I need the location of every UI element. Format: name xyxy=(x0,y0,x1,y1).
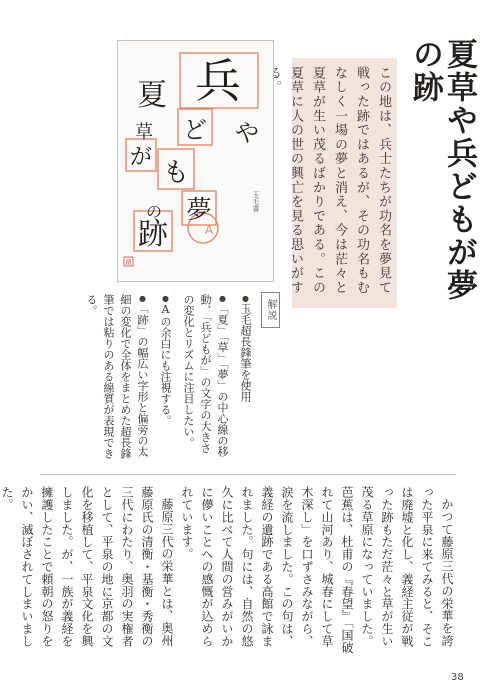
commentary-item: ● 「夏」「草」「夢」の中心線の移動、「兵どもが」の文字の大きさの変化とリズムに注目したい。 xyxy=(180,294,231,462)
commentary-list xyxy=(83,294,254,462)
calligraphy-artwork xyxy=(117,40,274,282)
page-number: 38 xyxy=(451,672,464,683)
glyph-ya: や xyxy=(235,119,259,147)
commentary-notes xyxy=(85,294,254,462)
commentary-label: 解説 xyxy=(261,292,280,328)
artist-signature: 玉毛書 xyxy=(252,191,260,212)
commentary-item: ● Aの余白にも注視する。 xyxy=(157,294,174,462)
haiku-title: 夏草や兵どもが夢の跡 xyxy=(407,38,477,302)
body-paragraph: 藤原三代の栄華とは、奥州藤原氏の清衡・基衡・秀衡の三代にわたり、奥羽の実権者として、平泉の地に京都の文化を移植して、平泉文化を興しました。が、一族が義経を擁護したことで頼朝の怒りをかい、滅ぼされてしまいました。 xyxy=(0,486,174,648)
glyph-no: の xyxy=(145,202,163,221)
glyph-mo: も xyxy=(162,158,190,188)
glyph-kusa: 草 xyxy=(135,122,153,143)
body-text xyxy=(0,486,457,656)
glyph-yume: 夢 xyxy=(186,195,212,224)
section-divider xyxy=(40,474,456,475)
glyph-hei: 兵 xyxy=(195,54,241,108)
artist-seal-text: 蹟 xyxy=(125,259,132,267)
commentary-item: ● 「跡」の幅広い字形と偏旁の太細の変化で全体をまとめた超長鋒筆では粘りのある線質が表現できる。 xyxy=(83,294,151,462)
body-paragraph: かつて藤原三代の栄華を誇った平泉に来てみると、そこは廃墟と化し、義経主従が戦った跡もただ茫々と草が生い茂る草原になっていました。芭蕉は、杜甫の『春望』「国破れて山河あり、城春にして草木深し」を口ずさみながら、涙を流しました。この句は、義経の遺跡である高館で詠まれました。句には、自然の悠久に比べて人間の営みがいかに儚いことへの感慨が込められています。 xyxy=(180,486,454,654)
glyph-ato: 跡 xyxy=(138,217,168,252)
marker-a: A xyxy=(204,223,214,237)
calligraphy-svg xyxy=(118,41,273,281)
glyph-do: ど xyxy=(183,116,207,144)
glyph-ga: が xyxy=(129,145,153,170)
commentary-item: ● 玉毛超長鋒筆を使用 xyxy=(237,294,254,462)
glyph-natsu: 夏 xyxy=(137,78,167,113)
translation-text: この地は、兵士たちが功名を夢見て戦った跡ではあるが、その功名もむなしく一場の夢と消え、今は茫々と夏草が生い茂るばかりである。この夏草に人の世の興亡を見る思いがす xyxy=(288,66,391,295)
